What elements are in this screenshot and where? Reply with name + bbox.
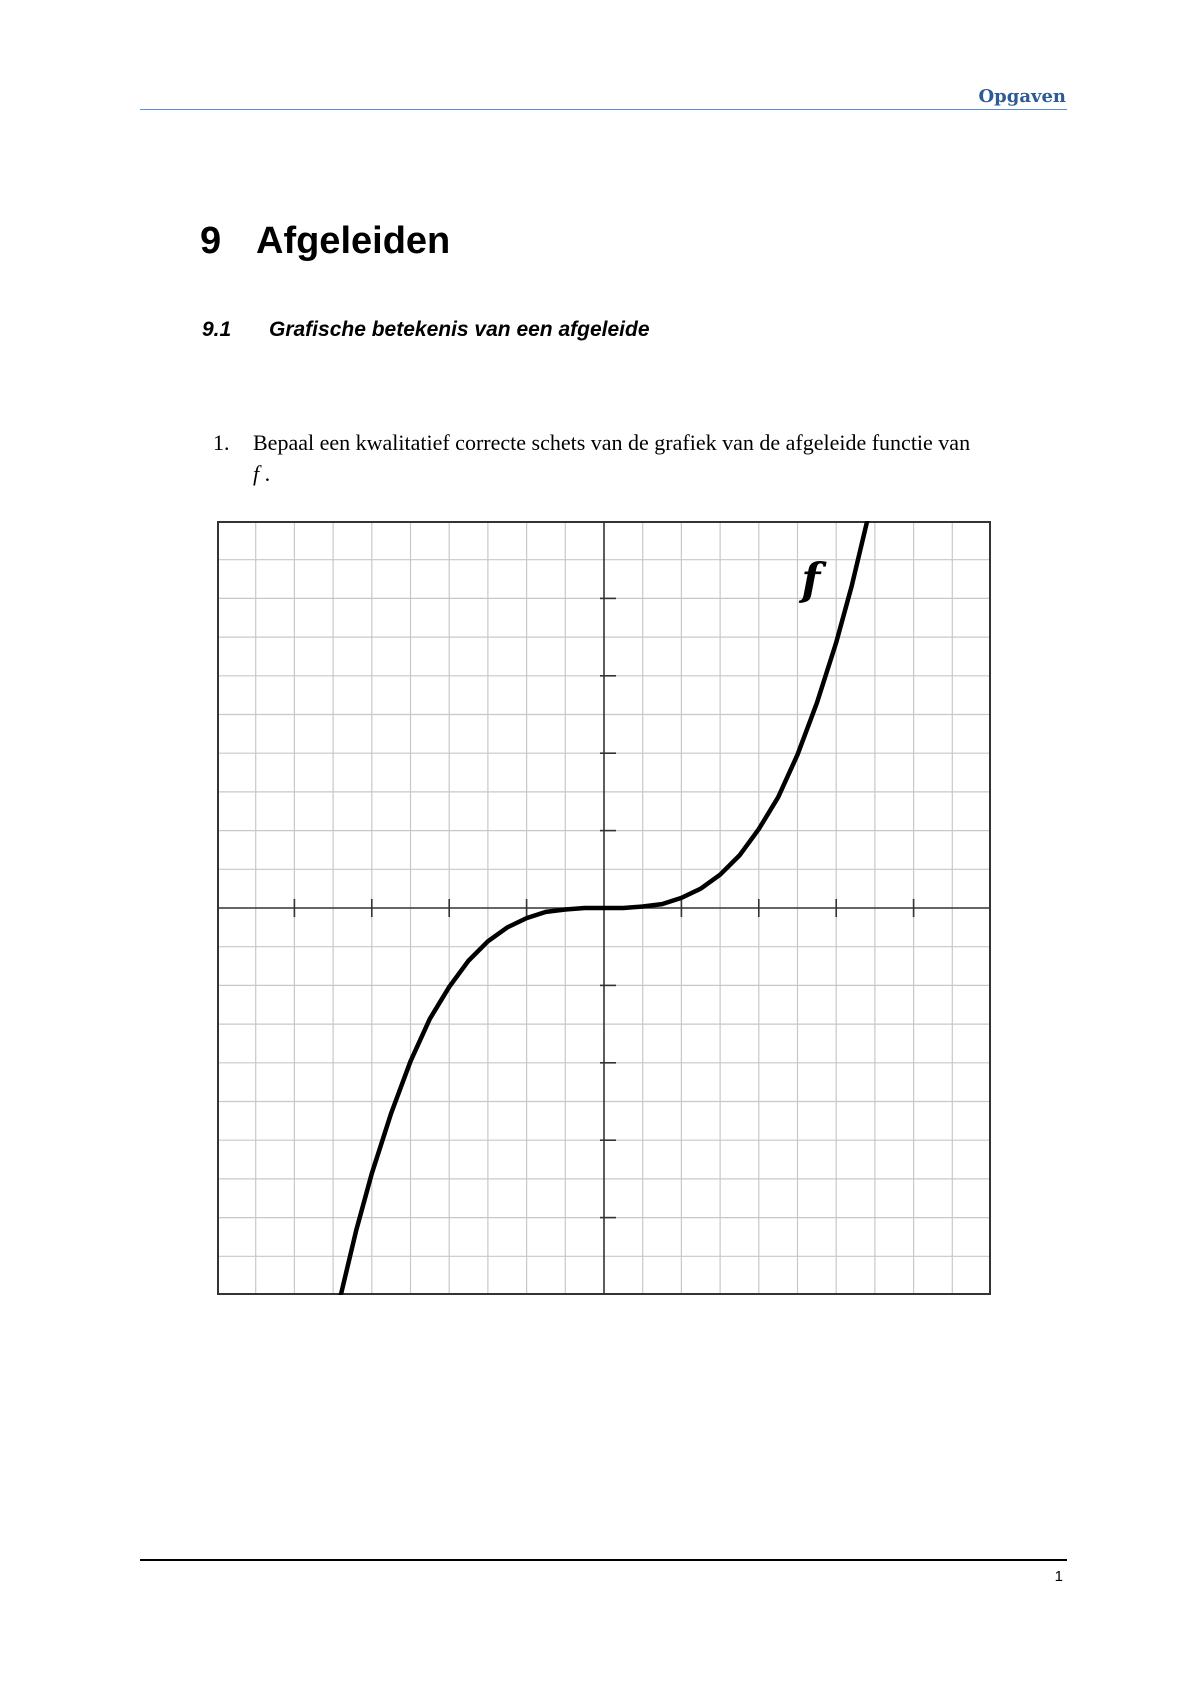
chapter-title-text: Afgeleiden [256, 220, 451, 262]
question-line-2 [253, 458, 270, 489]
header-rule [140, 109, 1067, 110]
function-graph [217, 521, 991, 1295]
section-number: 9.1 [202, 318, 232, 341]
question-number: 1. [213, 430, 230, 455]
question-function-symbol: f [253, 461, 260, 486]
footer-rule [140, 1559, 1067, 1561]
page-number: 1 [1054, 1568, 1063, 1585]
section-title [202, 318, 650, 342]
chapter-title [200, 220, 450, 263]
series-label: f [801, 554, 821, 606]
chapter-number: 9 [200, 220, 222, 262]
question-line-2-suffix: . [259, 461, 271, 486]
section-title-text: Grafische betekenis van een afgeleide [269, 318, 650, 341]
header-label: Opgaven [978, 86, 1066, 107]
question-text: Bepaal een kwalitatief correcte schets van de grafiek van de afgeleide functie van [253, 430, 971, 455]
